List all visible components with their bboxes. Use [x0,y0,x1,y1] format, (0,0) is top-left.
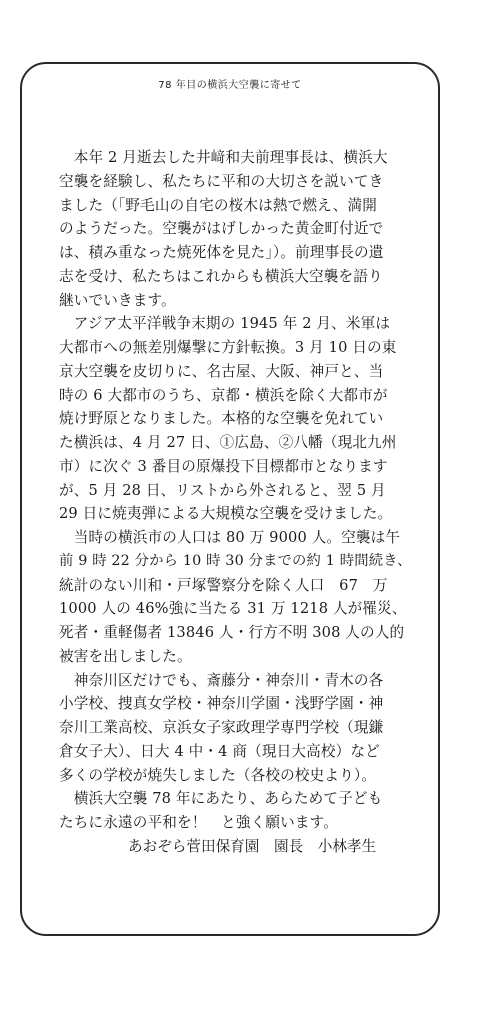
body-line: 大都市への無差別爆撃に方針転換。3 月 10 日の東 [59,339,397,356]
body-line: 多くの学校が焼失しました（各校の校史より）。 [59,766,377,784]
body-line: 奈川工業高校、京浜女子家政理学専門学校（現鎌 [59,719,384,736]
body-line: 前 9 時 22 分から 10 時 30 分までの約 1 時間続き、 [59,552,412,569]
article-title: 78 年目の横浜大空襲に寄せて [158,80,302,91]
body-line: 時の 6 大都市のうち、京都・横浜を除く大都市が [59,386,388,404]
body-line: 継いでいきます。 [59,291,176,309]
body-line: 市）に次ぐ 3 番目の原爆投下目標都市となります [59,457,388,475]
body-line: ました（「野毛山の自宅の桜木は熱で燃え、満開 [59,196,377,214]
body-line: 倉女子大）、日大 4 中・4 商（現日大高校）など [59,742,380,760]
body-line: 1000 人の 46%強に当たる 31 万 1218 人が罹災、 [59,600,407,618]
body-line: のようだった。空襲がはげしかった黄金町付近で [59,220,384,238]
body-line: 空襲を経験し、私たちに平和の大切さを説いてき [59,172,384,190]
body-line: 統計のない川和・戸塚警察分を除く人口 67 万 [59,576,388,594]
body-line: たちに永遠の平和を！ と強く願います。 [59,814,338,831]
body-line: は、積み重なった焼死体を見た」）。前理事長の遺 [59,244,384,261]
body-line: 神奈川区だけでも、斎藤分・神奈川・青木の各 [59,671,384,689]
body-line: 京大空襲を皮切りに、名古屋、大阪、神戸と、当 [59,362,384,380]
body-line: 横浜大空襲 78 年にあたり、あらためて子ども [59,790,383,808]
body-line: が、5 月 28 日、リストから外されると、翌 5 月 [59,481,386,499]
body-line: 被害を出しました。 [59,647,192,665]
body-line: 死者・重軽傷者 13846 人・行方不明 308 人の人的 [59,624,405,641]
body-line: 志を受け、私たちはこれからも横浜大空襲を語り [59,267,383,285]
article-body [59,146,413,859]
body-line: 焼け野原となりました。本格的な空襲を免れてい [59,410,384,428]
body-line: 小学校、捜真女学校・神奈川学園・浅野学園・神 [59,695,384,713]
body-line: 29 日に焼夷弾による大規模な空襲を受けました。 [59,505,393,523]
body-line: 本年 2 月逝去した井﨑和夫前理事長は、横浜大 [59,149,388,166]
body-line: アジア太平洋戦争末期の 1945 年 2 月、米軍は [59,315,391,333]
signature: あおぞら菅田保育園 園長 小林孝生 [128,837,377,855]
article-frame [20,62,440,936]
body-line: た横浜は、4 月 27 日、①広島、②八幡（現北九州 [59,434,397,451]
body-line: 当時の横浜市の人口は 80 万 9000 人。空襲は午 [59,529,401,546]
